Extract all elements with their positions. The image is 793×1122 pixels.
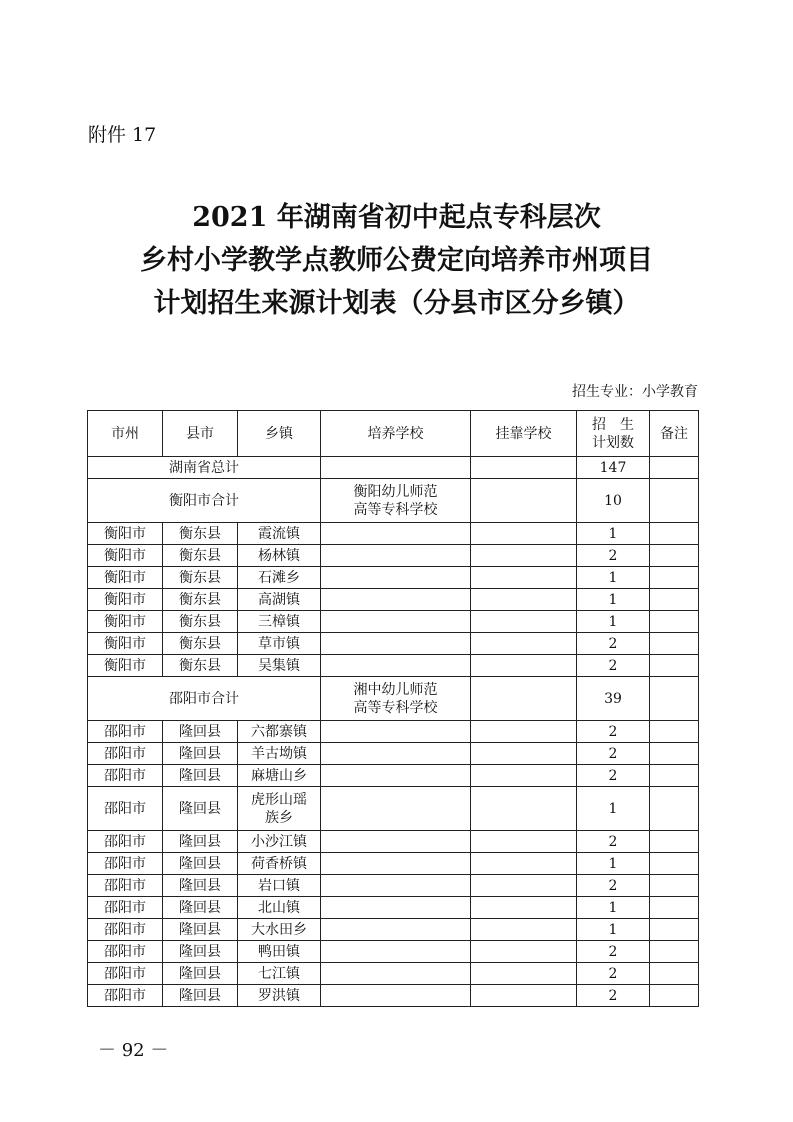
table-row [88, 875, 699, 897]
group-school-line-1: 衡阳幼儿师范 [353, 483, 438, 500]
cell-remark [650, 589, 699, 611]
cell-town-line-1: 虎形山瑶 [251, 791, 307, 808]
cell-school [321, 875, 471, 897]
cell-county: 隆回县 [163, 721, 238, 743]
cell-count: 2 [577, 743, 650, 765]
cell-county: 隆回县 [163, 875, 238, 897]
cell-school [321, 545, 471, 567]
cell-school [321, 897, 471, 919]
cell-affiliate [471, 941, 577, 963]
cell-city: 邵阳市 [88, 721, 163, 743]
cell-town-line-2: 族乡 [265, 809, 293, 826]
cell-remark [650, 655, 699, 677]
cell-town: 草市镇 [238, 633, 321, 655]
cell-remark [650, 941, 699, 963]
cell-town: 小沙江镇 [238, 831, 321, 853]
cell-affiliate [471, 875, 577, 897]
cell-affiliate [471, 897, 577, 919]
province-total-school [321, 457, 471, 479]
cell-town: 鸭田镇 [238, 941, 321, 963]
group-total-label: 邵阳市合计 [88, 677, 321, 721]
cell-count: 1 [577, 919, 650, 941]
province-total-affiliate [471, 457, 577, 479]
cell-county: 衡东县 [163, 655, 238, 677]
cell-school [321, 919, 471, 941]
cell-affiliate [471, 633, 577, 655]
cell-school [321, 721, 471, 743]
cell-city: 衡阳市 [88, 589, 163, 611]
cell-county: 隆回县 [163, 831, 238, 853]
cell-county: 隆回县 [163, 853, 238, 875]
cell-town: 杨林镇 [238, 545, 321, 567]
group-total-label: 衡阳市合计 [88, 479, 321, 523]
table-row [88, 941, 699, 963]
attachment-label: 附件 17 [88, 124, 157, 146]
cell-town [238, 787, 321, 831]
cell-school [321, 963, 471, 985]
cell-town: 六都寨镇 [238, 721, 321, 743]
cell-affiliate [471, 963, 577, 985]
cell-remark [650, 545, 699, 567]
cell-town: 荷香桥镇 [238, 853, 321, 875]
cell-county: 隆回县 [163, 919, 238, 941]
cell-affiliate [471, 589, 577, 611]
group-school [321, 677, 471, 721]
cell-town: 霞流镇 [238, 523, 321, 545]
cell-city: 衡阳市 [88, 545, 163, 567]
group-affiliate [471, 479, 577, 523]
cell-county: 衡东县 [163, 611, 238, 633]
cell-school [321, 831, 471, 853]
cell-school [321, 589, 471, 611]
cell-school [321, 765, 471, 787]
cell-town: 吴集镇 [238, 655, 321, 677]
group-affiliate [471, 677, 577, 721]
cell-county: 衡东县 [163, 633, 238, 655]
cell-school [321, 787, 471, 831]
cell-town: 羊古坳镇 [238, 743, 321, 765]
cell-count: 2 [577, 831, 650, 853]
table-row [88, 589, 699, 611]
cell-affiliate [471, 853, 577, 875]
table-row [88, 545, 699, 567]
cell-city: 邵阳市 [88, 787, 163, 831]
enrollment-major: 招生专业：小学教育 [572, 384, 698, 400]
cell-count: 1 [577, 853, 650, 875]
cell-affiliate [471, 765, 577, 787]
cell-city: 衡阳市 [88, 523, 163, 545]
cell-remark [650, 633, 699, 655]
province-total-row [88, 457, 699, 479]
table-row [88, 985, 699, 1007]
cell-count: 1 [577, 897, 650, 919]
cell-remark [650, 523, 699, 545]
cell-remark [650, 611, 699, 633]
enrollment-plan-table [87, 410, 699, 1007]
cell-school [321, 655, 471, 677]
table-row [88, 567, 699, 589]
province-total-count: 147 [577, 457, 650, 479]
table-row [88, 743, 699, 765]
cell-school [321, 853, 471, 875]
table-row [88, 523, 699, 545]
cell-city: 邵阳市 [88, 853, 163, 875]
table-row [88, 721, 699, 743]
cell-count: 1 [577, 567, 650, 589]
cell-county: 隆回县 [163, 985, 238, 1007]
group-total-row [88, 677, 699, 721]
header-count-line-1: 招 生 [592, 416, 634, 433]
cell-county: 衡东县 [163, 523, 238, 545]
cell-county: 隆回县 [163, 787, 238, 831]
cell-city: 邵阳市 [88, 743, 163, 765]
cell-affiliate [471, 611, 577, 633]
cell-count: 2 [577, 985, 650, 1007]
cell-town: 高湖镇 [238, 589, 321, 611]
table-row [88, 611, 699, 633]
cell-county: 隆回县 [163, 963, 238, 985]
cell-school [321, 941, 471, 963]
cell-count: 1 [577, 787, 650, 831]
group-school [321, 479, 471, 523]
cell-affiliate [471, 831, 577, 853]
table-row [88, 897, 699, 919]
cell-city: 邵阳市 [88, 765, 163, 787]
cell-remark [650, 963, 699, 985]
document-title [0, 196, 793, 325]
cell-remark [650, 875, 699, 897]
group-school-line-2: 高等专科学校 [353, 501, 438, 518]
page-number: － 92 － [98, 1040, 169, 1061]
table-row [88, 633, 699, 655]
cell-remark [650, 831, 699, 853]
cell-county: 隆回县 [163, 743, 238, 765]
cell-town: 三樟镇 [238, 611, 321, 633]
cell-count: 2 [577, 963, 650, 985]
cell-town: 七江镇 [238, 963, 321, 985]
cell-city: 衡阳市 [88, 633, 163, 655]
cell-county: 隆回县 [163, 897, 238, 919]
title-line-3: 计划招生来源计划表（分县市区分乡镇） [153, 288, 640, 319]
cell-remark [650, 787, 699, 831]
cell-city: 邵阳市 [88, 941, 163, 963]
group-school-line-1: 湘中幼儿师范 [353, 681, 438, 698]
cell-count: 2 [577, 633, 650, 655]
group-total-row [88, 479, 699, 523]
header-county: 县市 [163, 411, 238, 457]
header-count [577, 411, 650, 457]
cell-city: 邵阳市 [88, 919, 163, 941]
cell-count: 1 [577, 611, 650, 633]
cell-remark [650, 567, 699, 589]
cell-affiliate [471, 721, 577, 743]
cell-town: 岩口镇 [238, 875, 321, 897]
title-line-1: 2021 年湖南省初中起点专科层次 [192, 202, 601, 233]
header-count-line-2: 计划数 [592, 434, 634, 451]
cell-city: 邵阳市 [88, 897, 163, 919]
cell-school [321, 633, 471, 655]
cell-affiliate [471, 567, 577, 589]
cell-count: 2 [577, 655, 650, 677]
cell-remark [650, 985, 699, 1007]
cell-city: 衡阳市 [88, 611, 163, 633]
cell-city: 邵阳市 [88, 875, 163, 897]
cell-school [321, 567, 471, 589]
cell-city: 邵阳市 [88, 831, 163, 853]
cell-count: 2 [577, 721, 650, 743]
table-row [88, 765, 699, 787]
cell-count: 1 [577, 589, 650, 611]
table-row [88, 963, 699, 985]
cell-city: 邵阳市 [88, 985, 163, 1007]
cell-affiliate [471, 787, 577, 831]
cell-affiliate [471, 655, 577, 677]
cell-city: 邵阳市 [88, 963, 163, 985]
cell-count: 1 [577, 523, 650, 545]
cell-remark [650, 919, 699, 941]
cell-count: 2 [577, 765, 650, 787]
table-row [88, 655, 699, 677]
cell-county: 隆回县 [163, 765, 238, 787]
cell-town: 石滩乡 [238, 567, 321, 589]
cell-count: 2 [577, 941, 650, 963]
group-total-count: 39 [577, 677, 650, 721]
cell-town: 罗洪镇 [238, 985, 321, 1007]
cell-county: 隆回县 [163, 941, 238, 963]
cell-county: 衡东县 [163, 545, 238, 567]
title-line-2: 乡村小学教学点教师公费定向培养市州项目 [140, 245, 653, 276]
cell-remark [650, 853, 699, 875]
header-school: 培养学校 [321, 411, 471, 457]
header-remark: 备注 [650, 411, 699, 457]
cell-city: 衡阳市 [88, 567, 163, 589]
table-row [88, 831, 699, 853]
group-remark [650, 479, 699, 523]
table-row [88, 853, 699, 875]
province-total-remark [650, 457, 699, 479]
cell-count: 2 [577, 875, 650, 897]
table-row [88, 919, 699, 941]
cell-affiliate [471, 545, 577, 567]
cell-remark [650, 897, 699, 919]
header-town: 乡镇 [238, 411, 321, 457]
header-affiliate: 挂靠学校 [471, 411, 577, 457]
province-total-label: 湖南省总计 [88, 457, 321, 479]
group-school-line-2: 高等专科学校 [353, 699, 438, 716]
group-total-count: 10 [577, 479, 650, 523]
cell-town: 北山镇 [238, 897, 321, 919]
cell-school [321, 523, 471, 545]
cell-remark [650, 721, 699, 743]
header-row [88, 411, 699, 457]
cell-school [321, 611, 471, 633]
cell-town: 大水田乡 [238, 919, 321, 941]
cell-remark [650, 765, 699, 787]
cell-remark [650, 743, 699, 765]
cell-affiliate [471, 523, 577, 545]
cell-county: 衡东县 [163, 589, 238, 611]
cell-school [321, 743, 471, 765]
cell-affiliate [471, 919, 577, 941]
cell-count: 2 [577, 545, 650, 567]
group-remark [650, 677, 699, 721]
cell-affiliate [471, 985, 577, 1007]
cell-city: 衡阳市 [88, 655, 163, 677]
cell-school [321, 985, 471, 1007]
cell-affiliate [471, 743, 577, 765]
table-row [88, 787, 699, 831]
header-city: 市州 [88, 411, 163, 457]
cell-county: 衡东县 [163, 567, 238, 589]
cell-town: 麻塘山乡 [238, 765, 321, 787]
